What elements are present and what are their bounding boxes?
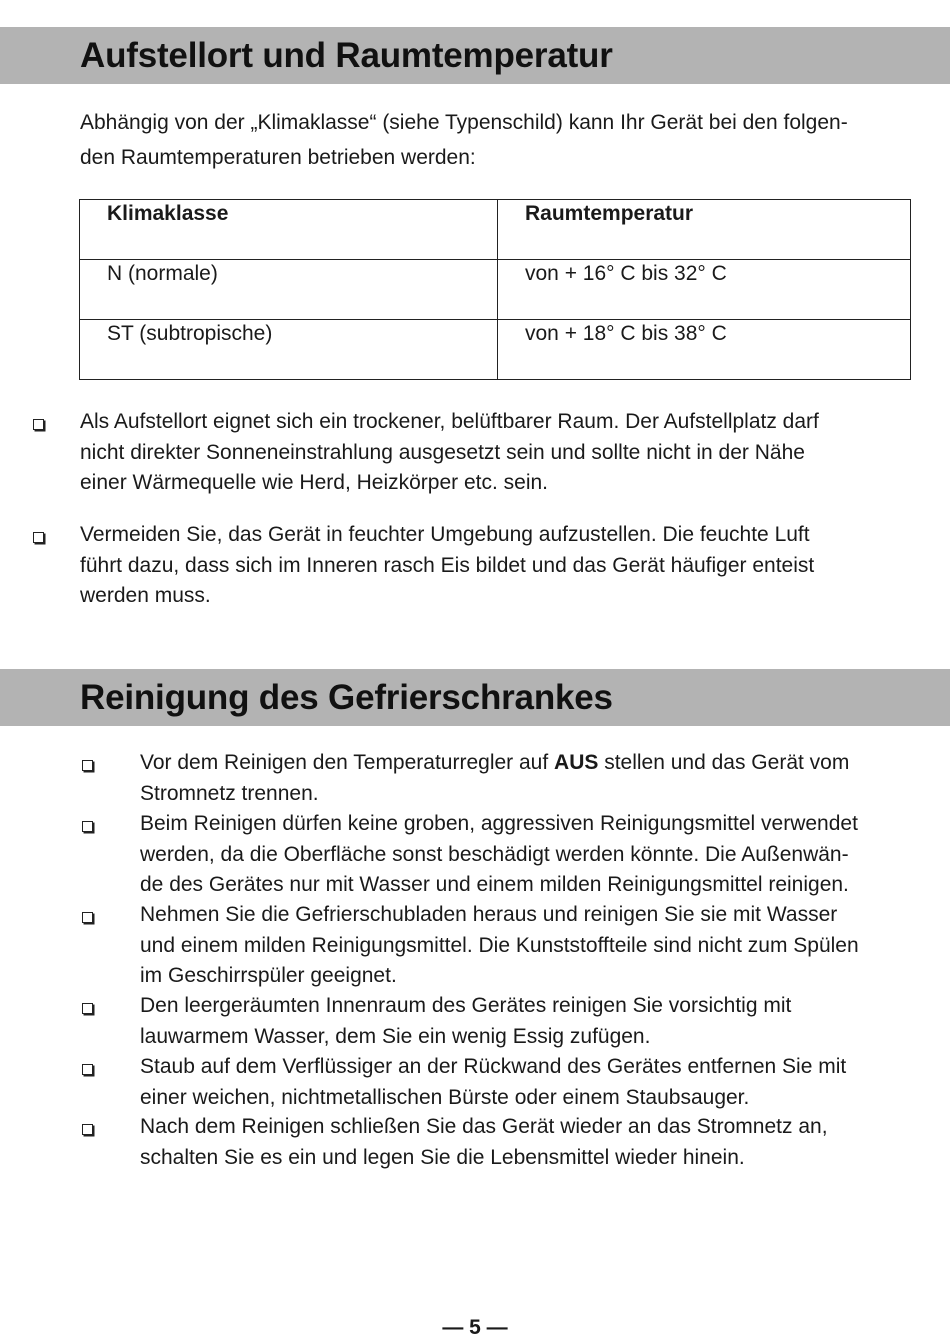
list-item-line: einer weichen, nichtmetallischen Bürste oder einem Staubsauger.: [140, 1085, 750, 1109]
list-item: [80, 520, 814, 612]
list-item-line: im Geschirrspüler geeignet.: [140, 964, 397, 987]
table-header-cell: Klimaklasse: [80, 200, 498, 260]
list-item: [140, 991, 791, 1052]
page-number: — 5 —: [442, 1316, 508, 1339]
table-header-row: [80, 200, 911, 260]
checkbox-bullet-icon: [33, 532, 44, 543]
checkbox-bullet-icon: [82, 821, 93, 832]
section-heading-band: [0, 27, 950, 84]
table-row: [80, 260, 911, 320]
checkbox-bullet-icon: [82, 1003, 93, 1014]
climate-class-table: [79, 199, 911, 380]
off-setting-label: AUS: [554, 751, 599, 774]
list-item-line: Staub auf dem Verflüssiger an der Rückwand des Gerätes entfernen Sie mit: [140, 1055, 847, 1078]
list-item-line: schalten Sie es ein und legen Sie die Lebensmittel wieder hinein.: [140, 1145, 745, 1169]
table-cell: von + 16° C bis 32° C: [498, 260, 911, 320]
section-title: Aufstellort und Raumtemperatur: [80, 35, 613, 75]
list-item-line: Als Aufstellort eignet sich ein trockener, belüftbarer Raum. Der Aufstellplatz darf: [80, 410, 819, 433]
checkbox-bullet-icon: [82, 760, 93, 771]
list-item-line: führt dazu, dass sich im Inneren rasch Eis bildet und das Gerät häufiger enteist: [80, 553, 815, 577]
list-item: [140, 1052, 846, 1113]
table-cell: von + 18° C bis 38° C: [498, 320, 911, 380]
intro-paragraph-line: Abhängig von der „Klimaklasse“ (siehe Typenschild) kann Ihr Gerät bei den folgen-: [80, 111, 848, 134]
table-cell: N (normale): [80, 260, 498, 320]
list-item-line: Beim Reinigen dürfen keine groben, aggressiven Reinigungsmittel verwendet: [140, 812, 858, 835]
section-title: Reinigung des Gefrierschrankes: [80, 677, 613, 717]
checkbox-bullet-icon: [82, 1064, 93, 1075]
list-item-line: Nehmen Sie die Gefrierschubladen heraus und reinigen Sie sie mit Wasser: [140, 903, 838, 926]
section-heading-band: [0, 669, 950, 726]
list-item-line: werden muss.: [80, 584, 211, 607]
list-item-line: einer Wärmequelle wie Herd, Heizkörper etc. sein.: [80, 471, 549, 494]
checkbox-bullet-icon: [82, 912, 93, 923]
list-item: [140, 1112, 828, 1173]
list-item-line: de des Gerätes nur mit Wasser und einem milden Reinigungsmittel reinigen.: [140, 873, 849, 896]
list-item-line: Vermeiden Sie, das Gerät in feuchter Umgebung aufzustellen. Die feuchte Luft: [80, 523, 810, 546]
text-run: Vor dem Reinigen den Temperaturregler auf: [140, 751, 555, 774]
checkbox-bullet-icon: [33, 419, 44, 430]
table-header-cell: Raumtemperatur: [498, 200, 911, 260]
list-item-line: Den leergeräumten Innenraum des Gerätes reinigen Sie vorsichtig mit: [140, 994, 792, 1017]
list-item-line: [140, 748, 849, 779]
list-item-line: und einem milden Reinigungsmittel. Die Kunststoffteile sind nicht zum Spülen: [140, 933, 859, 957]
list-item: [140, 809, 858, 901]
table-cell: ST (subtropische): [80, 320, 498, 380]
list-item: [80, 407, 819, 499]
list-item-line: nicht direkter Sonneneinstrahlung ausgesetzt sein und sollte nicht in der Nähe: [80, 440, 805, 464]
checkbox-bullet-icon: [82, 1124, 93, 1135]
text-run: stellen und das Gerät vom: [598, 751, 850, 774]
list-item-line: werden, da die Oberfläche sonst beschädigt werden könnte. Die Außenwän-: [140, 842, 849, 866]
list-item-line: lauwarmem Wasser, dem Sie ein wenig Essig zufügen.: [140, 1024, 651, 1048]
list-item: [140, 748, 849, 809]
list-item-line: Stromnetz trennen.: [140, 781, 319, 805]
list-item: [140, 900, 859, 992]
list-item-line: Nach dem Reinigen schließen Sie das Gerät wieder an das Stromnetz an,: [140, 1115, 828, 1138]
table-row: [80, 320, 911, 380]
intro-paragraph-line: den Raumtemperaturen betrieben werden:: [80, 146, 476, 169]
